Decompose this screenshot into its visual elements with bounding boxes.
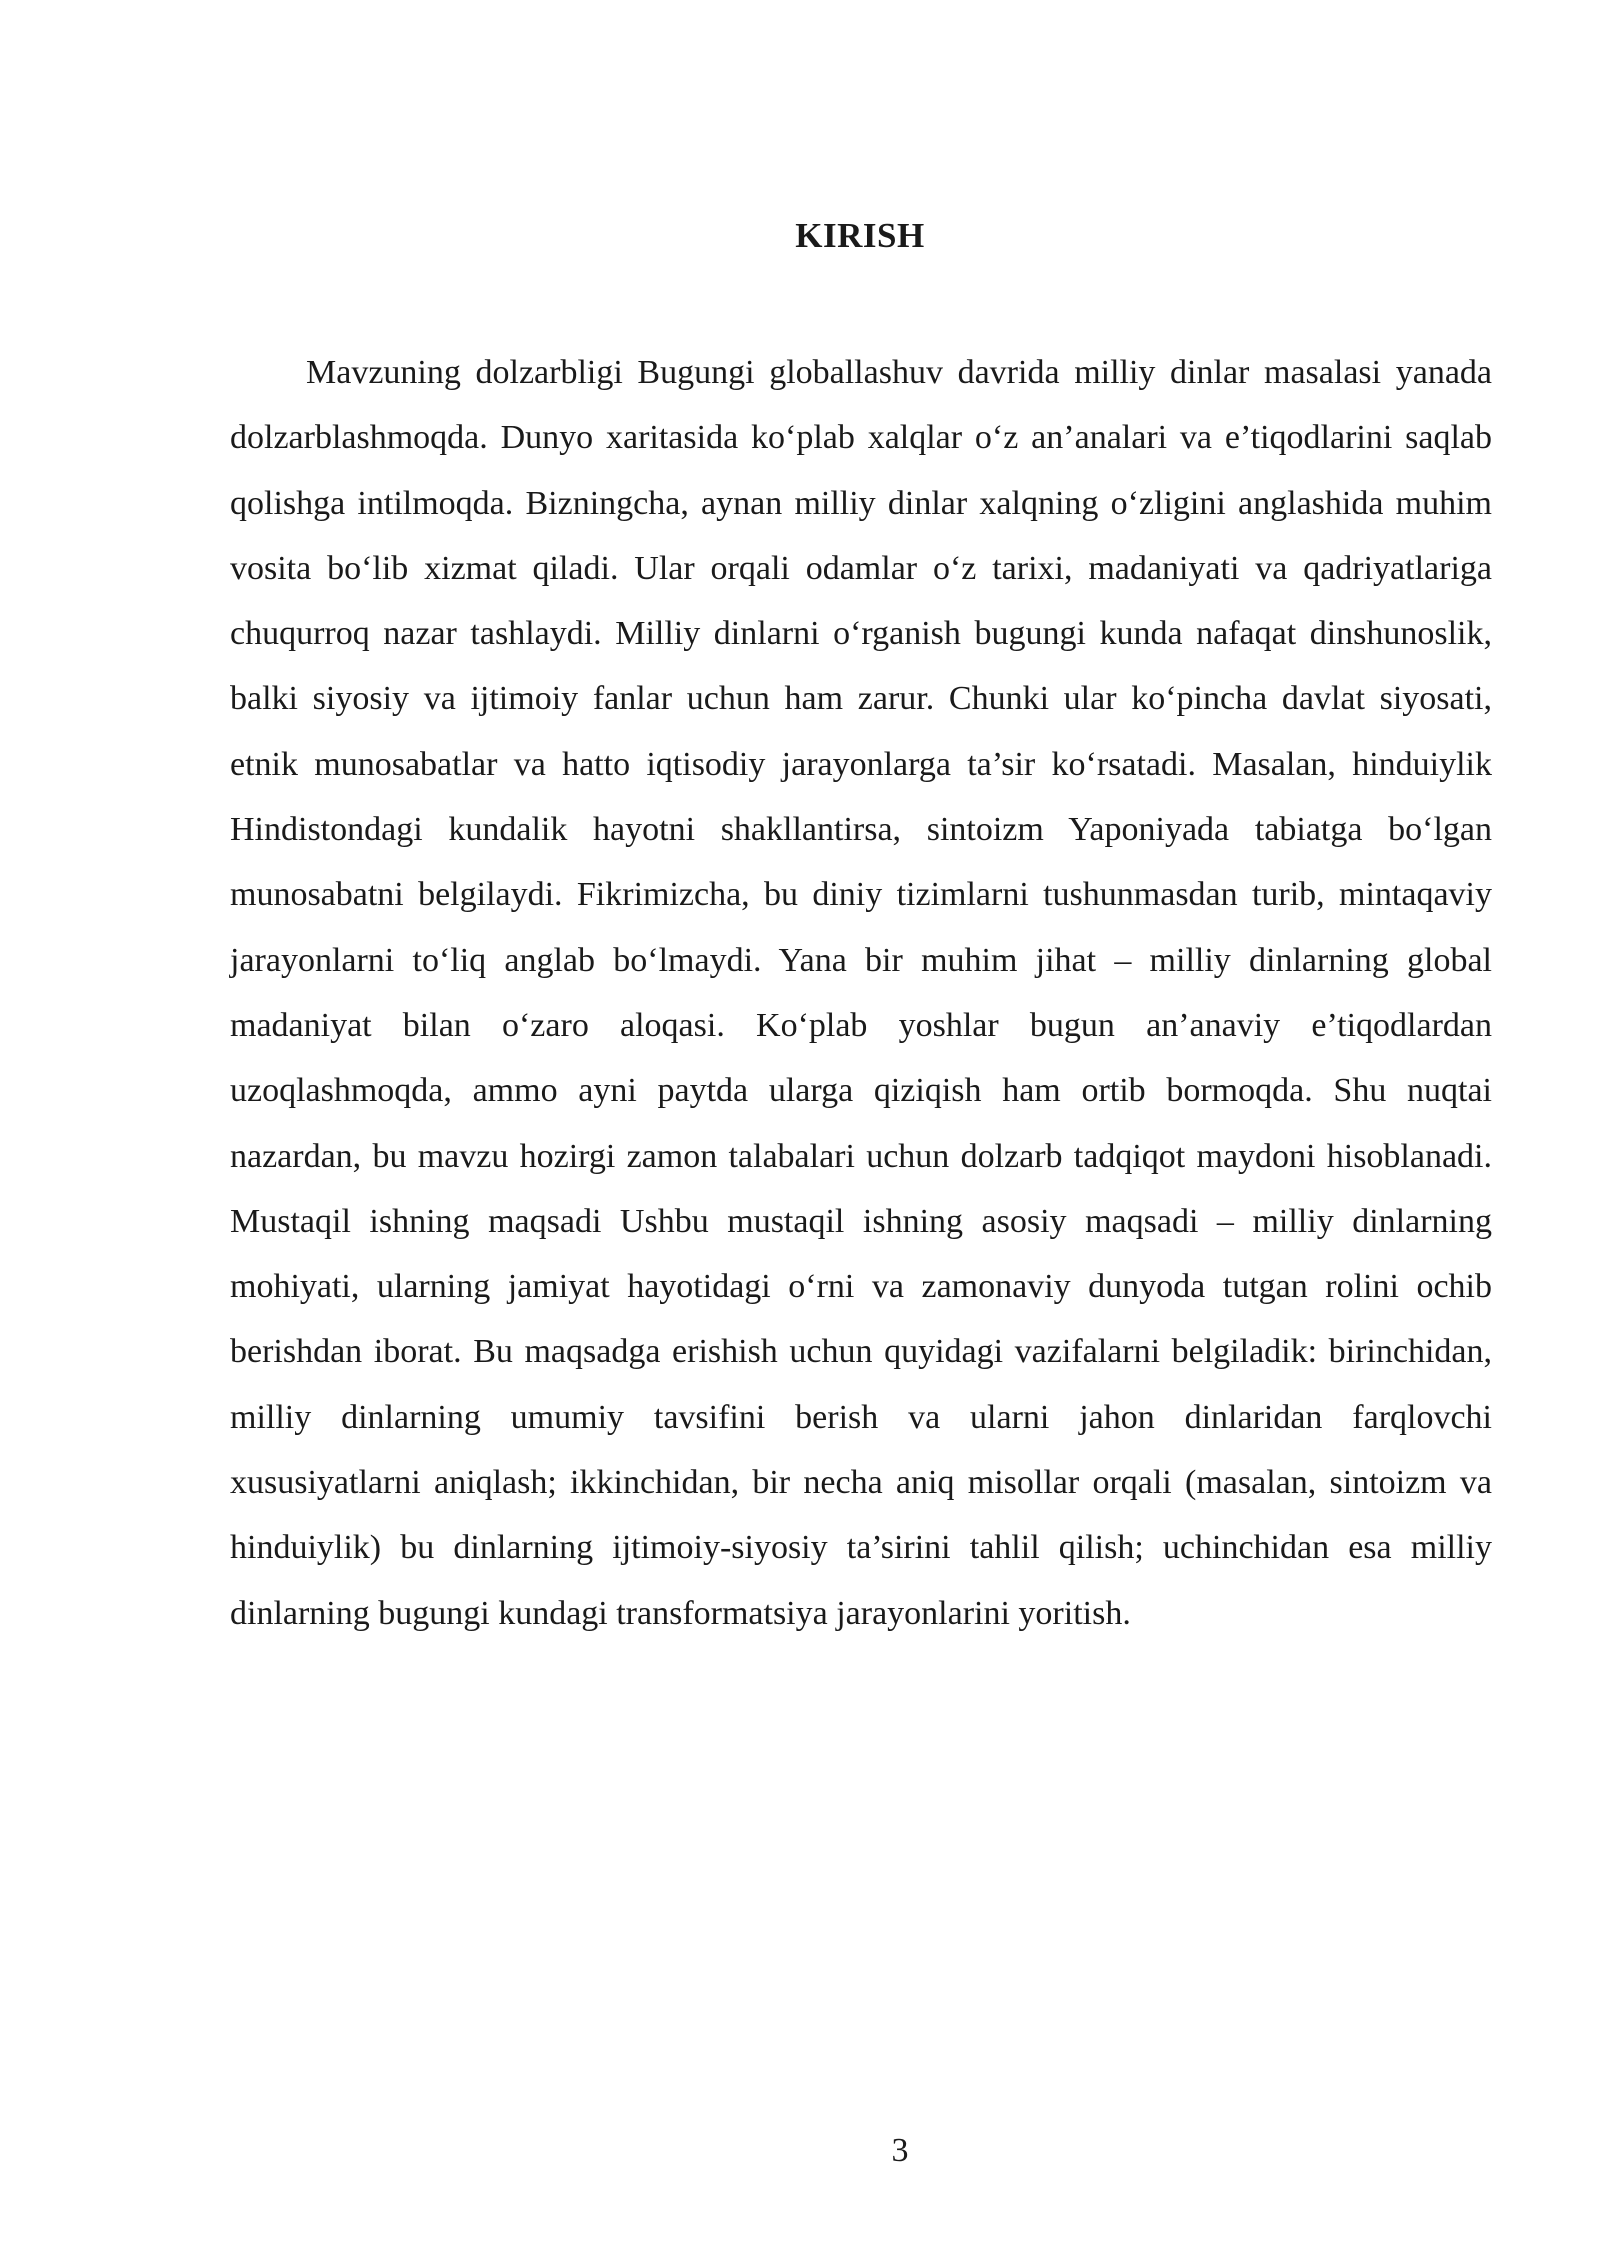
page-number: 3 [891,2132,909,2169]
body-paragraph: Mavzuning dolzarbligi Bugungi globallashuv davrida milliy dinlar masalasi yanada dolzarblashmoqda. Dunyo xaritasida ko‘plab xalqlar o‘z an’analari va e’tiqodlarini saqlab qolishga intilmoqda. Bizningcha, aynan milliy dinlar xalqning o‘zligini anglashida muhim vosita bo‘lib xizmat qiladi. Ular orqali odamlar o‘z tarixi, madaniyati va qadriyatlariga chuqurroq nazar tashlaydi. Milliy dinlarni o‘rganish bugungi kunda nafaqat dinshunoslik, balki siyosiy va ijtimoiy fanlar uchun ham zarur. Chunki ular ko‘pincha davlat siyosati, etnik munosabatlar va hatto iqtisodiy jarayonlarga ta’sir ko‘rsatadi. Masalan, hinduiylik Hindistondagi kundalik hayotni shakllantirsa, sintoizm Yaponiyada tabiatga bo‘lgan munosabatni belgilaydi. Fikrimizcha, bu diniy tizimlarni tushunmasdan turib, mintaqaviy jarayonlarni to‘liq anglab bo‘lmaydi. Yana bir muhim jihat – milliy dinlarning global madaniyat bilan o‘zaro aloqasi. Ko‘plab yoshlar bugun an’anaviy e’tiqodlardan uzoqlashmoqda, ammo ayni paytda ularga qiziqish ham ortib bormoqda. Shu nuqtai nazardan, bu mavzu hozirgi zamon talabalari uchun dolzarb tadqiqot maydoni hisoblanadi. Mustaqil ishning maqsadi Ushbu mustaqil ishning asosiy maqsadi – milliy dinlarning mohiyati, ularning jamiyat hayotidagi o‘rni va zamonaviy dunyoda tutgan rolini ochib berishdan iborat. Bu maqsadga erishish uchun quyidagi vazifalarni belgiladik: birinchidan, milliy dinlarning umumiy tavsifini berish va ularni jahon dinlaridan farqlovchi xususiyatlarni aniqlash; ikkinchidan, bir necha aniq misollar orqali (masalan, sintoizm va hinduiylik) bu dinlarning ijtimoiy-siyosiy ta’sirini tahlil qilish; uchinchidan esa milliy dinlarning bugungi kundagi transformatsiya jarayonlarini yoritish. [230,354,1492,1632]
section-heading: KIRISH [795,216,925,255]
